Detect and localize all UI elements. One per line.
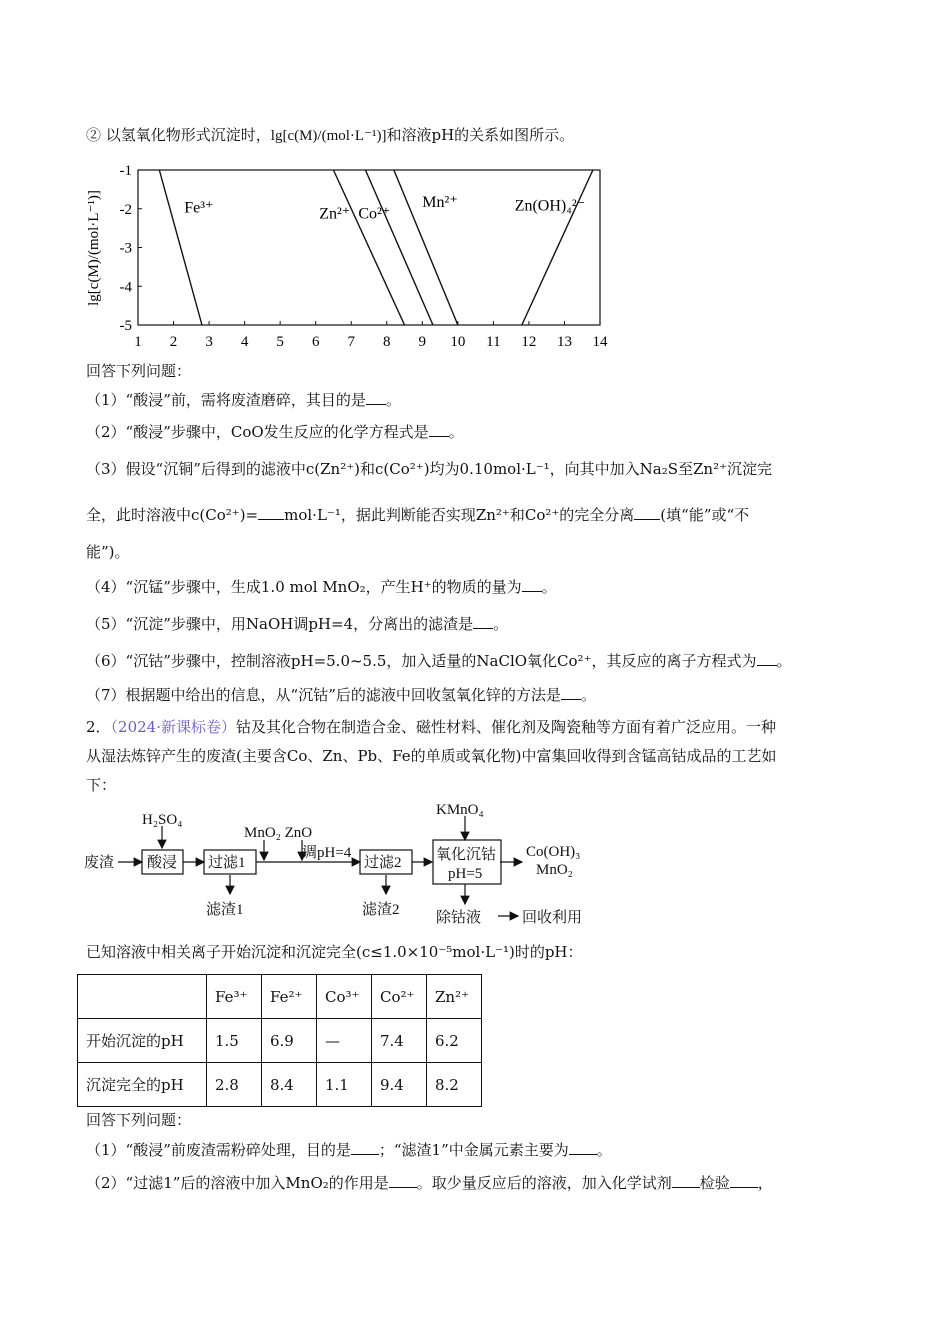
flow-prod2: MnO₂ bbox=[536, 862, 573, 878]
table-row: 沉淀完全的pH 2.8 8.4 1.1 9.4 8.2 bbox=[78, 1063, 482, 1107]
answer-intro: 回答下列问题： bbox=[86, 362, 192, 380]
series-line bbox=[522, 170, 593, 325]
answer-blank[interactable] bbox=[672, 1173, 700, 1188]
x-tick-label: 13 bbox=[556, 334, 572, 350]
series-label: Zn²⁺ bbox=[319, 205, 351, 223]
chart-intro-expr: lg[c(M)/(mol·L⁻¹)] bbox=[270, 128, 387, 144]
flow-kmno4: KMnO₄ bbox=[436, 802, 484, 818]
answer-blank[interactable] bbox=[522, 577, 542, 592]
y-tick-label: -2 bbox=[119, 201, 132, 218]
table-intro: 已知溶液中相关离子开始沉淀和沉淀完全(c≤1.0×10⁻⁵mol·L⁻¹)时的pH： bbox=[86, 943, 583, 961]
answer-blank[interactable] bbox=[757, 651, 777, 666]
answer-blank[interactable] bbox=[351, 1140, 379, 1155]
x-tick-label: 14 bbox=[592, 334, 608, 350]
q1-item-7: （7）根据题中给出的信息，从“沉钴”后的滤液中回收氢氧化锌的方法是 。 bbox=[86, 686, 596, 704]
y-tick-label: -3 bbox=[119, 240, 132, 257]
q2-line-1: 2．（2024·新课标卷）钴及其化合物在制造合金、磁性材料、催化剂及陶瓷釉等方面有着广泛应用。一种 bbox=[86, 718, 777, 736]
table-row: 开始沉淀的pH 1.5 6.9 — 7.4 6.2 bbox=[78, 1019, 482, 1063]
x-tick-label: 11 bbox=[486, 334, 501, 350]
answer-blank[interactable] bbox=[366, 390, 386, 405]
q1-item-2: （2）“酸浸”步骤中，CoO发生反应的化学方程式是 。 bbox=[86, 423, 464, 441]
flow-adjust-ph: 调pH=4 bbox=[302, 845, 352, 861]
y-tick-label: -4 bbox=[119, 279, 132, 296]
q1-item-3b: 全，此时溶液中c(Co²⁺)= mol·L⁻¹，据此判断能否实现Zn²⁺和Co²⁺的完全分离 (填“能”或“不 bbox=[86, 506, 750, 524]
chart-intro: ② 以氢氧化物形式沉淀时，lg[c(M)/(mol·L⁻¹)]和溶液pH的关系如图所示。 bbox=[86, 126, 575, 144]
flow-prod1: Co(OH)₃ bbox=[526, 844, 581, 860]
y-axis-label: lg[c(M)/(mol·L⁻¹)] bbox=[86, 190, 102, 306]
flow-reagents: MnO₂ ZnO bbox=[244, 825, 313, 841]
precipitation-chart bbox=[80, 160, 620, 355]
q1-item-3a: （3）假设“沉铜”后得到的滤液中c(Zn²⁺)和c(Co²⁺)均为0.10mol·L⁻¹，向其中加入Na₂S至Zn²⁺沉淀完 bbox=[86, 460, 773, 478]
answer-blank[interactable] bbox=[634, 505, 660, 520]
x-tick-label: 5 bbox=[276, 334, 284, 350]
x-tick-label: 7 bbox=[347, 334, 355, 350]
answer-blank[interactable] bbox=[258, 505, 284, 520]
flow-oxid1: 氧化沉钴 bbox=[436, 847, 497, 863]
q1-item-5: （5）“沉淀”步骤中，用NaOH调pH=4，分离出的滤渣是 。 bbox=[86, 615, 509, 633]
flow-filter2: 过滤2 bbox=[364, 855, 402, 871]
x-tick-label: 8 bbox=[383, 334, 391, 350]
x-tick-label: 10 bbox=[450, 334, 466, 350]
q1-item-4: （4）“沉锰”步骤中，生成1.0 mol MnO₂，产生H⁺的物质的量为 。 bbox=[86, 578, 557, 596]
x-tick-label: 4 bbox=[240, 334, 249, 350]
flow-leach: 酸浸 bbox=[147, 855, 178, 871]
x-tick-label: 9 bbox=[418, 334, 427, 350]
flow-recycle: 回收利用 bbox=[522, 910, 583, 926]
answer-blank[interactable] bbox=[730, 1173, 758, 1188]
q2-item-1: （1）“酸浸”前废渣需粉碎处理，目的是 ；“滤渣1”中金属元素主要为 。 bbox=[86, 1141, 612, 1159]
y-tick-label: -1 bbox=[119, 163, 132, 179]
answer-blank[interactable] bbox=[473, 614, 493, 629]
process-flowchart bbox=[80, 798, 620, 934]
flow-waste: 除钴液 bbox=[436, 910, 482, 926]
q1-item-1: （1）“酸浸”前，需将废渣磨碎，其目的是 。 bbox=[86, 391, 401, 409]
ph-table bbox=[77, 974, 482, 1107]
x-tick-label: 3 bbox=[205, 334, 213, 350]
q2-line-3: 下： bbox=[86, 776, 117, 794]
series-line bbox=[159, 170, 202, 325]
y-tick-label: -5 bbox=[119, 318, 132, 334]
q1-item-6: （6）“沉钴”步骤中，控制溶液pH=5.0~5.5，加入适量的NaClO氧化Co²⁺，其反应的离子方程式为 。 bbox=[86, 652, 792, 670]
series-label: Zn(OH)₄²⁻ bbox=[514, 197, 586, 215]
series-line bbox=[333, 170, 404, 325]
flow-oxid2: pH=5 bbox=[448, 866, 483, 882]
q1-item-3c: 能”)。 bbox=[86, 543, 130, 561]
q2-answer-intro: 回答下列问题： bbox=[86, 1111, 192, 1129]
x-tick-label: 12 bbox=[521, 334, 537, 350]
q2-item-2: （2）“过滤1”后的溶液中加入MnO₂的作用是 。取少量反应后的溶液，加入化学试剂 检验 ， bbox=[86, 1174, 773, 1192]
flow-h2so4: H₂SO₄ bbox=[142, 812, 183, 828]
x-tick-label: 2 bbox=[169, 334, 178, 350]
series-label: Fe³⁺ bbox=[184, 199, 214, 217]
series-label: Co²⁺ bbox=[358, 205, 391, 223]
flow-residue1: 滤渣1 bbox=[206, 902, 244, 918]
answer-blank[interactable] bbox=[429, 422, 449, 437]
answer-blank[interactable] bbox=[561, 685, 581, 700]
flow-residue2: 滤渣2 bbox=[362, 902, 400, 918]
answer-blank[interactable] bbox=[569, 1140, 597, 1155]
table-header-row: Fe³⁺ Fe²⁺ Co³⁺ Co²⁺ Zn²⁺ bbox=[78, 975, 482, 1019]
series-label: Mn²⁺ bbox=[422, 193, 458, 211]
q2-line-2: 从湿法炼锌产生的废渣(主要含Co、Zn、Pb、Fe的单质或氧化物)中富集回收得到含锰高钴成品的工艺如 bbox=[86, 747, 777, 765]
x-tick-label: 1 bbox=[134, 334, 142, 350]
q2-source: （2024·新课标卷） bbox=[110, 718, 236, 736]
flow-input: 废渣 bbox=[84, 855, 115, 871]
x-tick-label: 6 bbox=[311, 334, 320, 350]
flow-filter1: 过滤1 bbox=[208, 855, 246, 871]
answer-blank[interactable] bbox=[389, 1173, 417, 1188]
